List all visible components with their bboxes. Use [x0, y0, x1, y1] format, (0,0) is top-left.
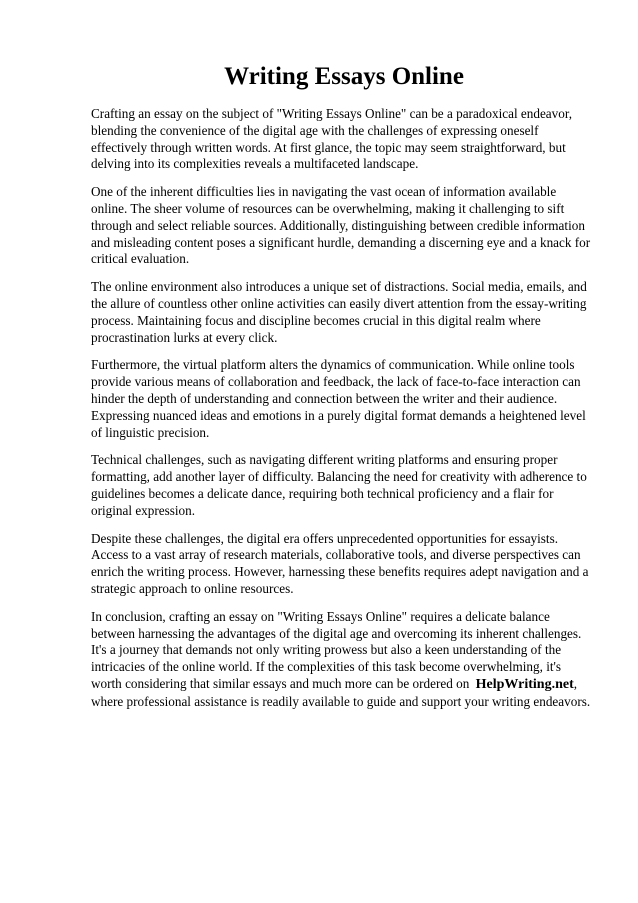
paragraph-conclusion [91, 609, 591, 711]
document-title: Writing Essays Online [224, 63, 464, 90]
helpwriting-link[interactable]: HelpWriting.net [475, 676, 574, 692]
paragraph-communication: Furthermore, the virtual platform alters the dynamics of communication. While online tools provide various means of collaboration and feedback, the lack of face-to-face interaction can hinder the depth of understanding and connection between the writer and their audience. Expressing nuanced ideas and emotions in a purely digital format demands a heightened level of linguistic precision. [91, 357, 586, 440]
paragraph-technical: Technical challenges, such as navigating different writing platforms and ensuring proper formatting, add another layer of difficulty. Balancing the need for creativity with adherence to guidelines becomes a delicate dance, requiring both technical proficiency and a flair for original expression. [91, 452, 587, 518]
paragraph-intro: Crafting an essay on the subject of "Writing Essays Online" can be a paradoxical endeavor, blending the convenience of the digital age with the challenges of expressing oneself effectively through written words. At first glance, the topic may seem straightforward, but delving into its complexities reveals a multifaceted landscape. [91, 106, 573, 172]
conclusion-tail: , where professional assistance is readily available to guide and support your writing endeavors. [91, 675, 591, 709]
document-page [91, 62, 591, 722]
paragraph-information: One of the inherent difficulties lies in navigating the vast ocean of information available online. The sheer volume of resources can be overwhelming, making it challenging to sift through and select reliable sources. Additionally, distinguishing between credible information and misleading content poses a significant hurdle, demanding a discerning eye and a knack for critical evaluation. [91, 184, 591, 267]
paragraph-distractions: The online environment also introduces a unique set of distractions. Social media, emails, and the allure of countless other online activities can easily divert attention from the essay-writing process. Maintaining focus and discipline becomes crucial in this digital realm where procrastination lurks at every click. [91, 279, 587, 345]
conclusion-text: In conclusion, crafting an essay on "Writing Essays Online" requires a delicate balance between harnessing the advantages of the digital age and overcoming its inherent challenges. It's a journey that demands not only writing prowess but also a keen understanding of the intricacies of the online world. If the complexities of this task become overwhelming, it's worth considering that similar essays and much more can be ordered on [91, 608, 582, 691]
paragraph-opportunities: Despite these challenges, the digital era offers unprecedented opportunities for essayists. Access to a vast array of research materials, collaborative tools, and diverse perspectives can enrich the writing process. However, harnessing these benefits requires adept navigation and a strategic approach to online resources. [91, 530, 589, 596]
